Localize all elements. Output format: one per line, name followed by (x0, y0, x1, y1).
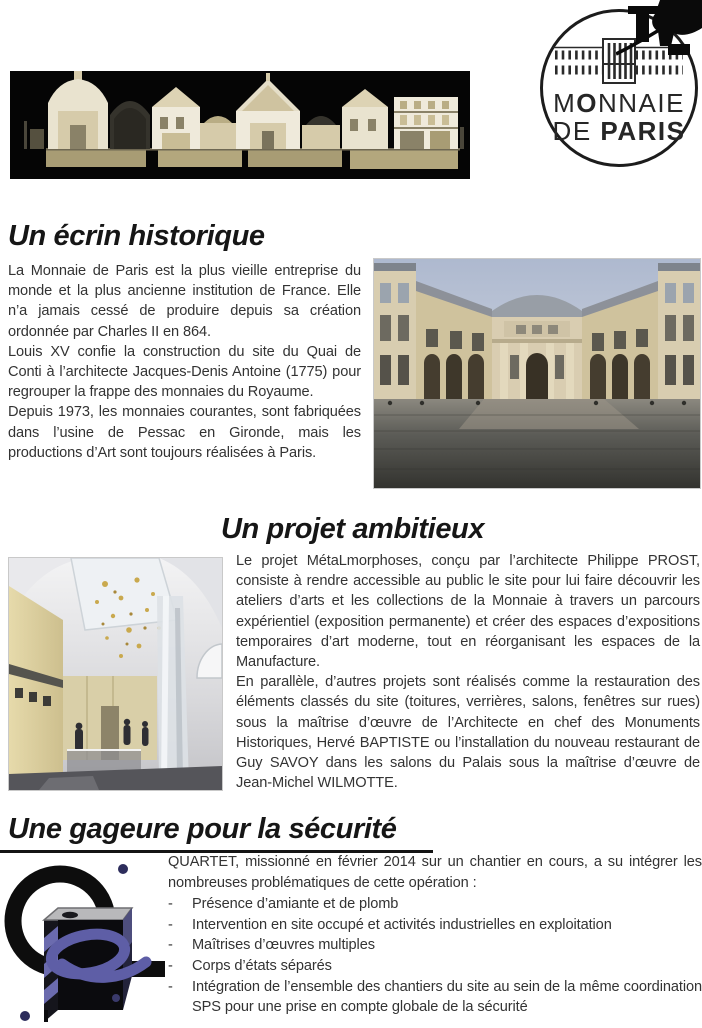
logo-coin-o: O (576, 88, 598, 118)
section1-text (8, 261, 361, 463)
coin-press-icon (616, 0, 702, 58)
list-item: - Maîtrises d’œuvres multiples (168, 935, 702, 956)
paragraph: La Monnaie de Paris est la plus vieille entreprise du monde et la plus ancienne institution de France. Elle n’a jamais cessé de produire depuis sa création ordonnée par Charles II en 864. (8, 263, 361, 340)
list-item: - Intervention en site occupé et activités industrielles en exploitation (168, 915, 702, 936)
section-title-gageure-securite: Une gageure pour la sécurité (8, 813, 397, 845)
quartet-logo (0, 858, 165, 1028)
section3-text (168, 852, 702, 1018)
bullet-list (168, 894, 702, 1018)
list-item: - Corps d’états séparés (168, 956, 702, 977)
paragraph: Depuis 1973, les monnaies courantes, sont fabriquées dans l’usine de Pessac en Gironde, mais les productions d’Art sont toujours réalisées à Paris. (8, 404, 361, 461)
section2-text (236, 551, 700, 793)
bullet-marker: - (168, 896, 173, 913)
paragraph: Le projet MétaLmorphoses, conçu par l’architecte Philippe PROST, consiste à rendre accessible au public le site pour lui faire découvrir les ateliers d’arts et les collections de la Monnaie à travers un parcours expérientiel (exposition permanente) et créer des espaces d’expositions temporaires d’art moderne, tout en réorganisant les espaces de la Manufacture. (236, 553, 700, 671)
section-title-projet-ambitieux: Un projet ambitieux (221, 513, 485, 545)
logo-word-de-paris: DE PARIS (552, 116, 686, 146)
section-title-ecrin-historique: Un écrin historique (8, 220, 265, 252)
section3-intro: QUARTET, missionné en février 2014 sur un chantier en cours, a su intégrer les nombreuses problématiques de cette opération : (168, 854, 702, 891)
building-section-image (10, 71, 470, 179)
list-item: - Intégration de l’ensemble des chantiers du site au sein de la même coordination SPS pour une prise en compte globale de la sécurité (168, 977, 702, 1018)
courtyard-photo (373, 258, 701, 489)
list-item: - Présence d’amiante et de plomb (168, 894, 702, 915)
logo-word-monnaie: MONNAIE (553, 88, 685, 118)
interior-render-photo (8, 557, 223, 791)
bullet-marker: - (168, 957, 173, 974)
bullet-marker: - (168, 937, 173, 954)
paragraph: En parallèle, d’autres projets sont réalisés comme la restauration des éléments classés du site (toitures, verrières, salons, fenêtres sur rues) sous la maîtrise d’œuvre de l’Architecte en chef des Monuments Historiques, Hervé BAPTISTE ou l’installation du nouveau restaurant de Guy SAVOY dans les salons du Palais sous la maîtrise d’œuvre de Jean-Michel WILMOTTE. (236, 674, 700, 792)
paragraph: Louis XV confie la construction du site du Quai de Conti à l’architecte Jacques-Denis Antoine (1775) pour regrouper la frappe des monnaies du Royaume. (8, 343, 361, 401)
bullet-marker: - (168, 916, 173, 933)
bullet-marker: - (168, 978, 173, 995)
